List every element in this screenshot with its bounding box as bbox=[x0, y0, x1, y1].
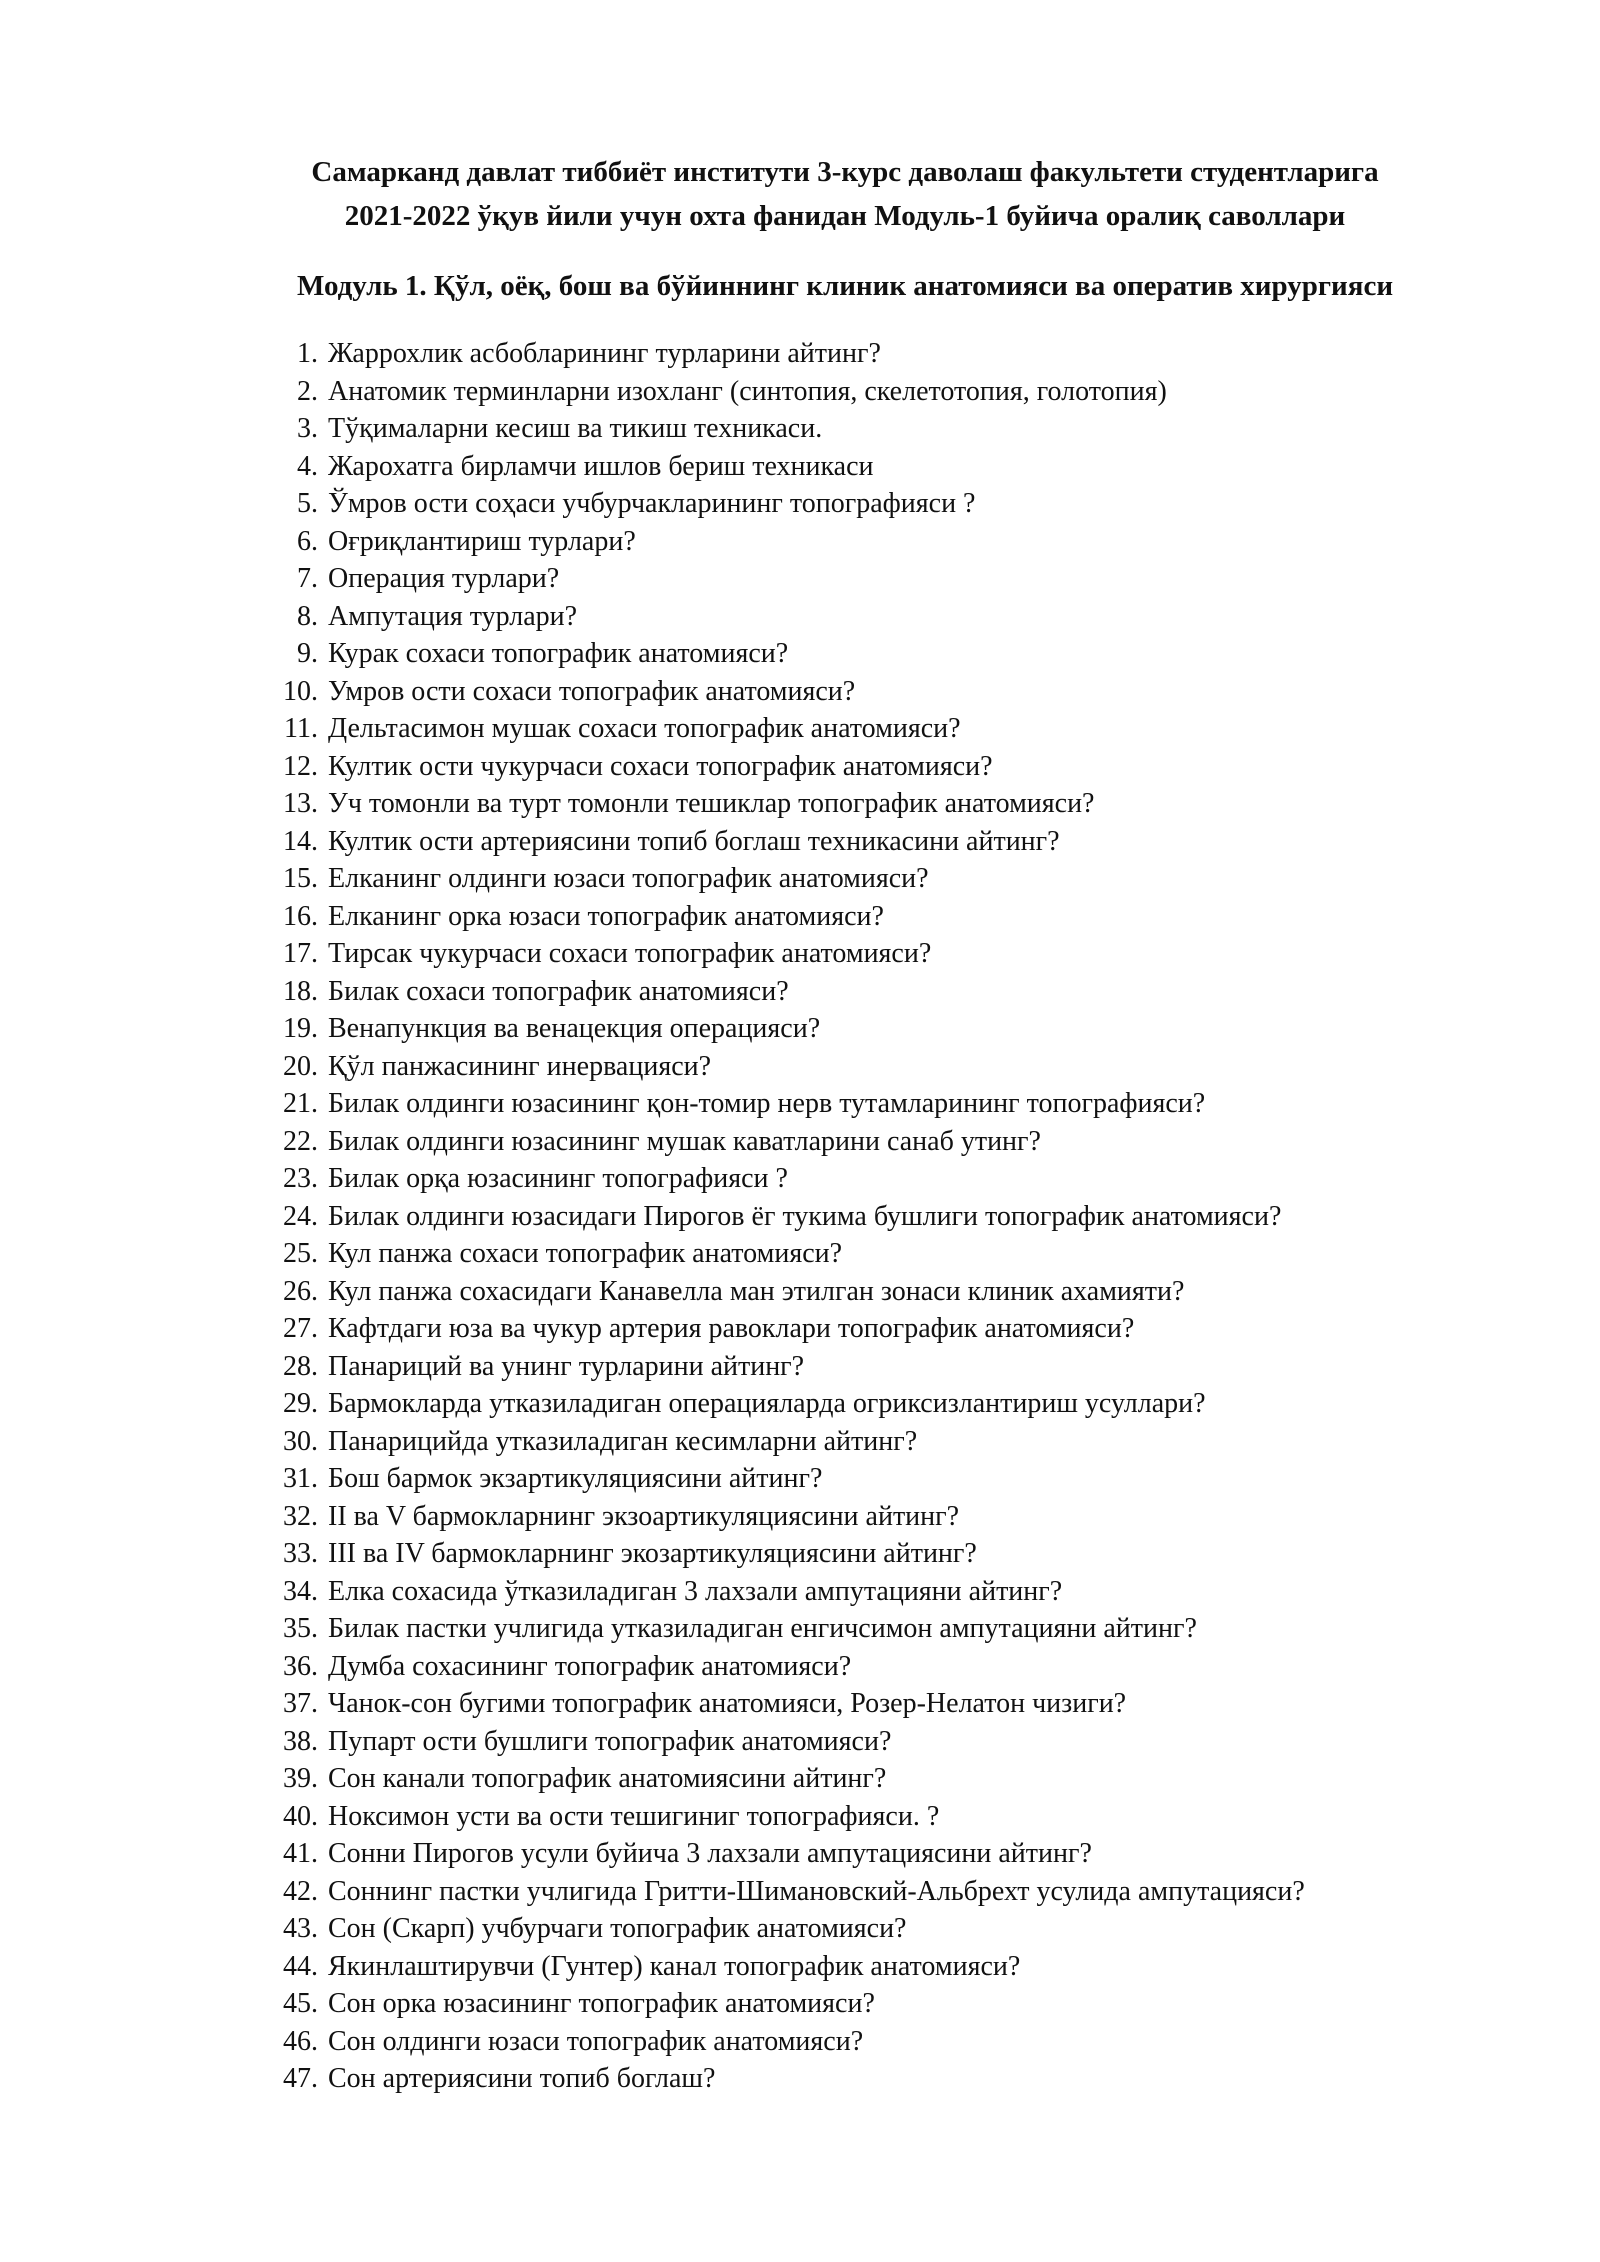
question-text: Анатомик терминларни изохланг (синтопия, скелетотопия, голотопия) bbox=[328, 375, 1167, 407]
question-number: 26. bbox=[283, 1275, 318, 1307]
question-text: II ва V бармокларнинг экзоартикуляциясини айтинг? bbox=[328, 1500, 960, 1532]
question-item bbox=[230, 1310, 1530, 1348]
question-item bbox=[230, 1723, 1530, 1761]
question-item bbox=[230, 335, 1530, 373]
question-item bbox=[230, 823, 1530, 861]
question-number: 38. bbox=[283, 1725, 318, 1757]
question-number: 9. bbox=[297, 638, 318, 669]
question-number: 15. bbox=[283, 863, 318, 894]
question-number: 44. bbox=[283, 1950, 318, 1982]
question-text: Думба сохасининг топографик анатомияси? bbox=[328, 1650, 852, 1682]
question-item bbox=[230, 1010, 1530, 1048]
question-number: 21. bbox=[283, 1088, 318, 1119]
question-number: 27. bbox=[283, 1313, 318, 1344]
question-text: Панарицийда утказиладиган кесимларни айтинг? bbox=[328, 1425, 918, 1457]
question-item bbox=[230, 1460, 1530, 1498]
question-text: Курак сохаси топографик анатомияси? bbox=[328, 638, 789, 669]
question-text: Пупарт ости бушлиги топографик анатомияси? bbox=[328, 1725, 892, 1757]
question-text: Бош бармок экзартикуляциясини айтинг? bbox=[328, 1463, 823, 1494]
question-number: 40. bbox=[283, 1800, 318, 1832]
question-item bbox=[230, 1348, 1530, 1386]
question-number: 25. bbox=[283, 1238, 318, 1269]
question-text: Билак пастки учлигида утказиладиган енгичсимон ампутацияни айтинг? bbox=[328, 1613, 1197, 1644]
question-number: 11. bbox=[284, 713, 318, 744]
module-title: Модуль 1. Қўл, оёқ, бош ва бўйиннинг клиник анатомияси ва оператив хирургияси bbox=[296, 270, 1394, 302]
question-text: Кафтдаги юза ва чукур артерия равоклари топографик анатомияси? bbox=[328, 1313, 1135, 1344]
question-text: Сон орка юзасининг топографик анатомияси? bbox=[328, 1988, 875, 2019]
question-number: 3. bbox=[297, 413, 318, 444]
question-text: Бармокларда утказиладиган операцияларда огриксизлантириш усуллари? bbox=[328, 1388, 1206, 1419]
question-item bbox=[230, 1160, 1530, 1198]
question-number: 18. bbox=[283, 975, 318, 1007]
question-number: 46. bbox=[283, 2025, 318, 2057]
question-number: 35. bbox=[283, 1613, 318, 1644]
question-text: Венапункция ва венацекция операцияси? bbox=[328, 1013, 821, 1044]
question-text: Жарохатга бирламчи ишлов бериш техникаси bbox=[328, 450, 874, 482]
question-text: Кул панжа сохасидаги Канавелла ман этилган зонаси клиник ахамияти? bbox=[328, 1275, 1185, 1307]
question-text: Панариций ва унинг турларини айтинг? bbox=[328, 1350, 805, 1382]
question-item bbox=[230, 523, 1530, 561]
question-number: 14. bbox=[283, 825, 318, 857]
question-text: Сон артериясини топиб боглаш? bbox=[328, 2063, 716, 2094]
question-item bbox=[230, 785, 1530, 823]
question-item bbox=[230, 1123, 1530, 1161]
header-line-1: Самарканд давлат тиббиёт институти 3-курс даволаш факультети студентларига bbox=[311, 156, 1379, 188]
question-item bbox=[230, 748, 1530, 786]
question-number: 39. bbox=[283, 1763, 318, 1794]
question-number: 34. bbox=[283, 1575, 318, 1607]
question-item bbox=[230, 485, 1530, 523]
question-text: Билак орқа юзасининг топографияси ? bbox=[328, 1163, 788, 1194]
question-item bbox=[230, 673, 1530, 711]
question-item bbox=[230, 1648, 1530, 1686]
question-item bbox=[230, 1235, 1530, 1273]
question-item bbox=[230, 1948, 1530, 1986]
question-item bbox=[230, 1760, 1530, 1798]
question-text: Билак олдинги юзасидаги Пирогов ёг тукима бушлиги топографик анатомияси? bbox=[328, 1200, 1282, 1232]
question-number: 24. bbox=[283, 1200, 318, 1232]
question-text: Кул панжа сохаси топографик анатомияси? bbox=[328, 1238, 843, 1269]
question-number: 23. bbox=[283, 1163, 318, 1194]
question-item bbox=[230, 1798, 1530, 1836]
question-text: Чанок-сон бугими топографик анатомияси, Розер-Нелатон чизиги? bbox=[328, 1688, 1127, 1719]
question-item bbox=[230, 635, 1530, 673]
question-list bbox=[230, 335, 1530, 2098]
question-item bbox=[230, 1873, 1530, 1911]
question-number: 19. bbox=[283, 1013, 318, 1044]
question-item bbox=[230, 410, 1530, 448]
question-item bbox=[230, 860, 1530, 898]
question-item bbox=[230, 1910, 1530, 1948]
question-item bbox=[230, 1385, 1530, 1423]
question-number: 30. bbox=[283, 1425, 318, 1457]
question-number: 45. bbox=[283, 1988, 318, 2019]
question-number: 5. bbox=[297, 488, 318, 519]
question-text: Жаррохлик асбобларининг турларини айтинг? bbox=[328, 338, 881, 369]
document-header bbox=[200, 150, 1490, 238]
question-item bbox=[230, 1573, 1530, 1611]
question-number: 28. bbox=[283, 1350, 318, 1382]
question-text: Елка сохасида ўтказиладиган 3 лахзали ампутацияни айтинг? bbox=[328, 1575, 1063, 1607]
question-text: Билак сохаси топографик анатомияси? bbox=[328, 975, 789, 1007]
question-number: 47. bbox=[283, 2063, 318, 2094]
question-text: Уч томонли ва турт томонли тешиклар топографик анатомияси? bbox=[328, 788, 1095, 819]
question-item bbox=[230, 373, 1530, 411]
question-number: 17. bbox=[283, 938, 318, 969]
question-number: 12. bbox=[283, 750, 318, 782]
question-item bbox=[230, 1273, 1530, 1311]
question-text: Қўл панжасининг инервацияси? bbox=[328, 1050, 712, 1082]
question-item bbox=[230, 1048, 1530, 1086]
question-text: Дельтасимон мушак сохаси топографик анатомияси? bbox=[328, 713, 961, 744]
question-number: 43. bbox=[283, 1913, 318, 1944]
question-item bbox=[230, 710, 1530, 748]
question-text: Сон канали топографик анатомиясини айтинг? bbox=[328, 1763, 887, 1794]
question-item bbox=[230, 1985, 1530, 2023]
question-text: Ўмров ости соҳаси учбурчакларининг топографияси ? bbox=[328, 488, 976, 519]
question-item bbox=[230, 2023, 1530, 2061]
question-item bbox=[230, 2060, 1530, 2098]
question-number: 10. bbox=[283, 675, 318, 707]
question-text: Якинлаштирувчи (Гунтер) канал топографик анатомияси? bbox=[328, 1950, 1021, 1982]
question-item bbox=[230, 448, 1530, 486]
question-text: Билак олдинги юзасининг мушак каватларини санаб утинг? bbox=[328, 1125, 1041, 1157]
question-number: 1. bbox=[297, 338, 318, 369]
question-number: 2. bbox=[297, 375, 318, 407]
question-item bbox=[230, 1498, 1530, 1536]
question-text: Тўқималарни кесиш ва тикиш техникаси. bbox=[328, 413, 823, 444]
question-number: 29. bbox=[283, 1388, 318, 1419]
question-text: Сон олдинги юзаси топографик анатомияси? bbox=[328, 2025, 864, 2057]
question-text: Тирсак чукурчаси сохаси топографик анатомияси? bbox=[328, 938, 932, 969]
question-text: Култик ости чукурчаси сохаси топографик анатомияси? bbox=[328, 750, 993, 782]
question-text: Ампутация турлари? bbox=[328, 600, 578, 632]
question-item bbox=[230, 1835, 1530, 1873]
question-item bbox=[230, 1085, 1530, 1123]
question-number: 41. bbox=[283, 1838, 318, 1869]
question-text: Умров ости сохаси топографик анатомияси? bbox=[328, 675, 856, 707]
question-text: Билак олдинги юзасининг қон-томир нерв тутамларининг топографияси? bbox=[328, 1088, 1206, 1119]
question-number: 20. bbox=[283, 1050, 318, 1082]
question-number: 8. bbox=[297, 600, 318, 632]
question-number: 6. bbox=[297, 525, 318, 557]
question-item bbox=[230, 1423, 1530, 1461]
question-number: 37. bbox=[283, 1688, 318, 1719]
question-number: 22. bbox=[283, 1125, 318, 1157]
question-number: 36. bbox=[283, 1650, 318, 1682]
header-line-2: 2021-2022 ўқув йили учун охта фанидан Модуль-1 буйича оралиқ саволлари bbox=[344, 200, 1346, 232]
question-item bbox=[230, 560, 1530, 598]
question-item bbox=[230, 1198, 1530, 1236]
question-text: Оғриқлантириш турлари? bbox=[328, 525, 636, 557]
question-number: 7. bbox=[297, 563, 318, 594]
question-number: 4. bbox=[297, 450, 318, 482]
question-item bbox=[230, 898, 1530, 936]
question-text: Операция турлари? bbox=[328, 563, 560, 594]
question-item bbox=[230, 1685, 1530, 1723]
question-number: 31. bbox=[283, 1463, 318, 1494]
question-text: Елканинг олдинги юзаси топографик анатомияси? bbox=[328, 863, 929, 894]
question-item bbox=[230, 1535, 1530, 1573]
question-item bbox=[230, 973, 1530, 1011]
question-number: 16. bbox=[283, 900, 318, 932]
question-item bbox=[230, 1610, 1530, 1648]
question-number: 42. bbox=[283, 1875, 318, 1907]
question-text: Елканинг орка юзаси топографик анатомияси? bbox=[328, 900, 884, 932]
question-number: 33. bbox=[283, 1538, 318, 1569]
question-text: Сонни Пирогов усули буйича 3 лахзали ампутациясини айтинг? bbox=[328, 1838, 1092, 1869]
question-item bbox=[230, 598, 1530, 636]
question-text: Ноксимон усти ва ости тешигиниг топографияси. ? bbox=[328, 1800, 940, 1832]
question-text: Соннинг пастки учлигида Гритти-Шимановский-Альбрехт усулида ампутацияси? bbox=[328, 1875, 1305, 1907]
question-item bbox=[230, 935, 1530, 973]
question-text: Сон (Скарп) учбурчаги топографик анатомияси? bbox=[328, 1913, 907, 1944]
question-text: III ва IV бармокларнинг экозартикуляциясини айтинг? bbox=[328, 1538, 977, 1569]
question-number: 13. bbox=[283, 788, 318, 819]
question-number: 32. bbox=[283, 1500, 318, 1532]
question-text: Култик ости артериясини топиб боглаш техникасини айтинг? bbox=[328, 825, 1060, 857]
